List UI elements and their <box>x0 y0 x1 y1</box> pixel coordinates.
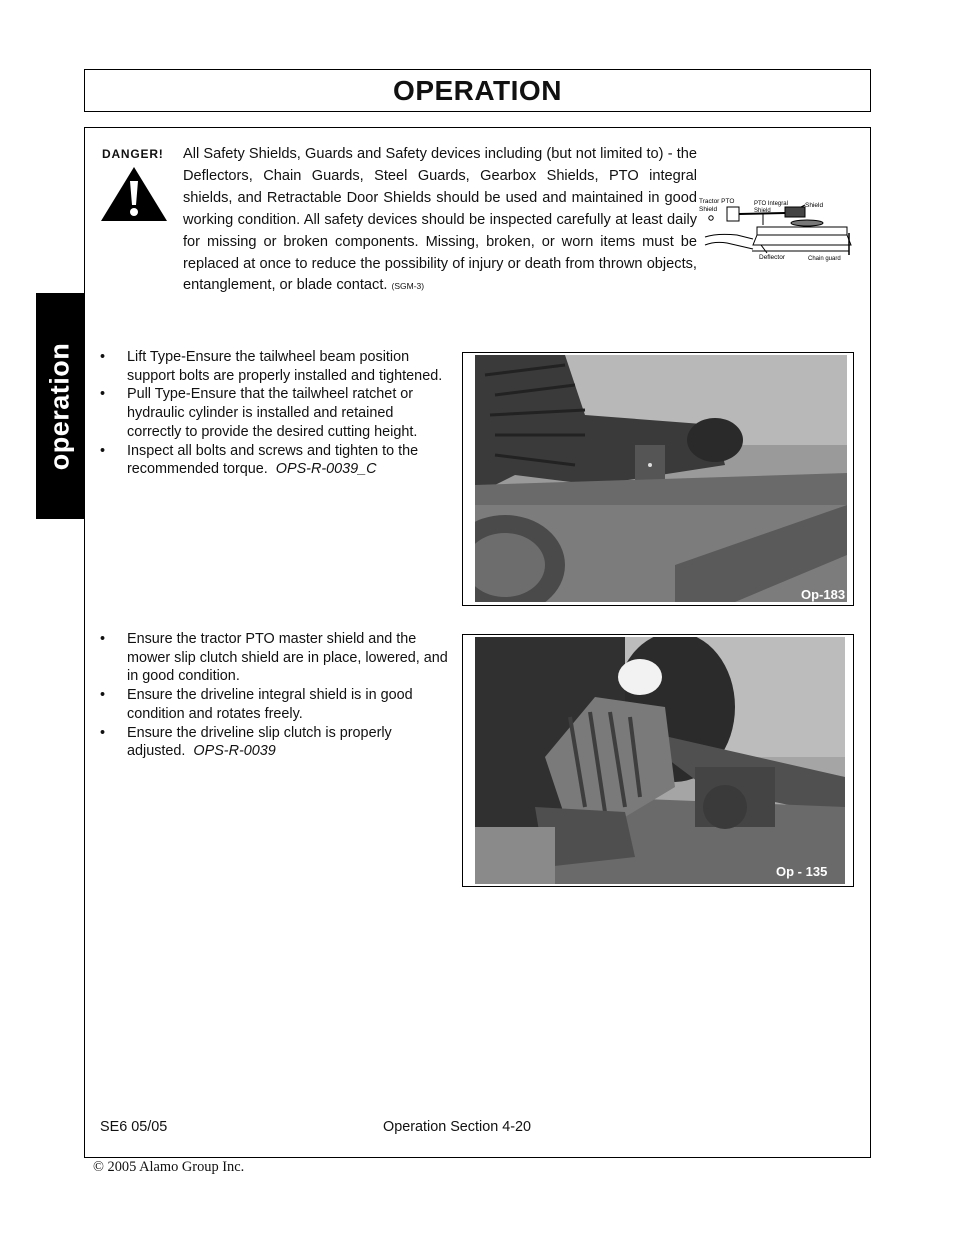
footer-page-number: Operation Section 4-20 <box>383 1119 531 1135</box>
side-section-tab <box>36 293 84 519</box>
bullet-icon: • <box>100 349 106 365</box>
list-item-text: Ensure the driveline integral shield is in good condition and rotates freely. <box>127 687 413 722</box>
photo-driveline-inspection <box>462 634 854 887</box>
danger-message <box>183 144 697 298</box>
header-box <box>84 69 871 112</box>
list-item <box>100 724 450 761</box>
bullet-icon: • <box>100 442 106 459</box>
bullet-icon: • <box>100 687 106 704</box>
photo-tailwheel-adjustment <box>462 352 854 606</box>
diagram-label-chain-guard: Chain guard <box>808 256 841 262</box>
list-item <box>100 630 450 686</box>
list-item-text: Ensure the tractor PTO master shield and the mower slip clutch shield are in place, lowered, and in good condition. <box>127 631 448 685</box>
footer-doc-code: SE6 05/05 <box>100 1119 168 1135</box>
photo-label: Op-183 <box>801 587 846 602</box>
diagram-label-deflector: Deflector <box>759 254 786 261</box>
reference-code: OPS-R-0039_C <box>275 461 377 478</box>
list-item-text: Pull Type-Ensure that the tailwheel ratchet or hydraulic cylinder is installed and retained correctly to provide the desired cutting height. <box>127 386 418 440</box>
diagram-label-pto-integral: PTO Integral <box>754 201 788 207</box>
photo-label: Op - 135 <box>776 864 828 879</box>
bullet-icon: • <box>100 724 106 741</box>
shield-diagram <box>697 193 857 265</box>
section1-list <box>100 348 450 479</box>
list-item <box>100 442 450 479</box>
danger-code: (SGM-3) <box>391 281 425 292</box>
photo-driveline-image <box>475 637 845 884</box>
diagram-label-pto-shield: Shield <box>754 208 771 214</box>
warning-triangle-icon <box>99 165 169 223</box>
danger-label: DANGER! <box>102 147 164 161</box>
list-item-text: Inspect all bolts and screws and tighten to the recommended torque. <box>127 442 419 478</box>
list-item-text: Lift Type-Ensure the tailwheel beam position support bolts are properly installed and tightened. <box>127 349 443 384</box>
list-item <box>100 348 450 385</box>
list-item <box>100 385 450 441</box>
side-tab-label: operation <box>44 342 75 470</box>
diagram-label-tractor-pto: Tractor PTO <box>699 198 735 205</box>
page-title: OPERATION <box>393 74 562 106</box>
photo-tailwheel-image <box>475 355 847 602</box>
diagram-label-tractor-shield: Shield <box>699 206 718 213</box>
bullet-icon: • <box>100 386 106 403</box>
reference-code: OPS-R-0039 <box>193 743 276 760</box>
diagram-label-shield: Shield <box>805 202 824 209</box>
list-item-text: Ensure the driveline slip clutch is properly adjusted. <box>127 724 392 760</box>
copyright-notice: © 2005 Alamo Group Inc. <box>93 1159 245 1175</box>
bullet-icon: • <box>100 631 106 647</box>
section2-list <box>100 630 450 761</box>
danger-body: All Safety Shields, Guards and Safety devices including (but not limited to) - the Deflectors, Chain Guards, Steel Guards, Gearbox Shields, PTO integral shields, and Retractable Door Shields should be used and maintained in good working condition. All safety devices should be inspected carefully at least daily for missing or broken components. Missing, broken, or worn items must be replaced at once to reduce the possibility of injury or death from thrown objects, entanglement, or blade contact. <box>183 146 697 294</box>
list-item <box>100 686 450 723</box>
